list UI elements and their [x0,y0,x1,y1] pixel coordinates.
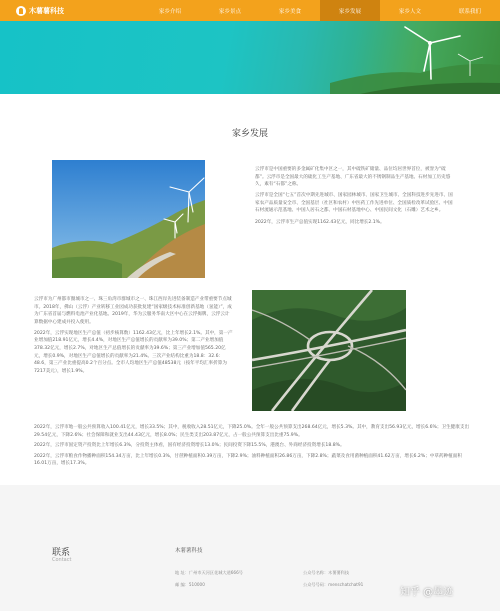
footer-address: 地 址：广州市天河区花城大道666号 [175,570,243,575]
paragraph: 云浮市为广州都市圈城市之一、珠三角湾市群城市之一、珠江西岸先进装备制造产业带重要节点城市。2018年，佛山（云浮）产业转移工业园成功获批复建“国家级技术标准创新基地（氢能）”，成为广东省首届与燃料电池产业化基地。2019年，华为云服务华南大区中心在云浮揭牌，云浮云计算数据中心建成并投入使用。 [34,297,232,325]
hero-banner [0,21,500,94]
paragraph: 2022年，云浮市生产总值实现1162.43亿元，同比增长2.1%。 [255,219,385,225]
zhihu-watermark: 知乎 @墨迹 [400,587,454,598]
paragraph: 2022年，云浮实现地区生产总值（初步核算数）1162.43亿元，比上年增长2.1%。其中，第一产业增加值218.91亿元，增长4.4%，对地区生产总值增长的贡献率为39.0%；第二产业增加值378.32亿元，增长2.7%，对地区生产总值增长的贡献率为39.6%；第三产业增加值565.20亿元，增长0.9%，对地区生产总值增长的贡献率为21.4%。三次产业结构比重为18.8：32.6：48.6，第三产业比重提高0.2个百分点。全市人均地区生产总值48538元（按年平均汇率折算为7217美元），增长1.9%。 [34,330,233,374]
economy-text [34,296,234,379]
development-intro-text [255,166,455,230]
highway-interchange-photo [252,290,406,411]
page-title: 家乡发展 [231,129,268,139]
highway-interchange-illustration [252,290,406,411]
nav-item-contact[interactable]: 联系我们 [458,8,481,15]
wind-farm-photo [52,160,205,278]
logo-text: 木薯薯科技 [29,6,64,15]
paragraph: 2022年，云浮市粮食作物播种面积154.34万亩，比上年增长0.3%，甘蔗种植面积0.39万亩，下降2.9%；油料种植面积26.86万亩，下降2.8%；蔬菜及食用菌种植面积41.62万亩，增长6.2%；中草药种植面积16.01万亩，增长17.3%。 [34,453,462,467]
footer-company-name: 木薯薯科技 [175,548,203,554]
paragraph: 云浮市是全国“七五”首次中期先进城市、国家园林城市、国家卫生城市、全国科技进步先进市、国家农产品质量安全市、全国基层（社区和农村）中医药工作先进单位、全国质检改革试验区、中国石材流通示范基地、中国人居石之都、中国石材基地中心、中国民间文化（石雕）艺术之乡。 [255,193,453,214]
paragraph: 2022年，云浮市固定资产投资比上年增长6.3%，分投资主体看，国有经济投资增长13.0%；民间投资下降15.5%，港澳台、外商经济投资增长18.8%。 [34,443,345,449]
contact-title: 联系 [52,548,71,558]
paragraph: 2022年，云浮市地一般公共预算收入100.41亿元，增长33.5%；其中，税收收入28.51亿元，下降25.0%。全年一般公共预算支出268.64亿元，增长5.3%。其中，教育支出56.93亿元，增长6.6%；卫生健康支出29.54亿元，下降2.6%；社会保障和就业支出44.43亿元，增长8.0%；民生类支出203.87亿元，占一般公共预算支出比重75.9%。 [34,425,470,438]
nav-item-intro[interactable]: 家乡介绍 [158,8,181,15]
footer-wechat-name: 公众号名称：木薯薯科技 [303,570,350,575]
wind-farm-illustration [52,160,205,278]
nav-item-development[interactable]: 家乡发展 [320,0,380,21]
footer-zip: 邮 编：510000 [175,582,205,587]
logo-icon [16,6,26,16]
finance-agriculture-text [34,424,474,471]
nav-item-attractions[interactable]: 家乡景点 [218,8,241,15]
top-nav-bar [0,0,500,21]
main-nav [140,0,500,21]
contact-subtitle: Contact [52,557,72,563]
footer-wechat-id: 公众号号码：menschatchat91 [303,582,364,587]
wind-turbine-banner-image [0,21,500,94]
site-logo[interactable] [16,0,64,21]
nav-item-culture[interactable]: 家乡人文 [398,8,421,15]
nav-item-food[interactable]: 家乡美食 [278,8,301,15]
paragraph: 云浮市是中国重要的多金属矿化集中区之一，其中硫铁矿储量、品位均居世界首位，被誉为“硫都”。云浮市是全国最大的硫化工生产基地、广东省最大的不锈钢制品生产基地、石材加工历史悠久，素有“石都”之称。 [255,167,451,188]
